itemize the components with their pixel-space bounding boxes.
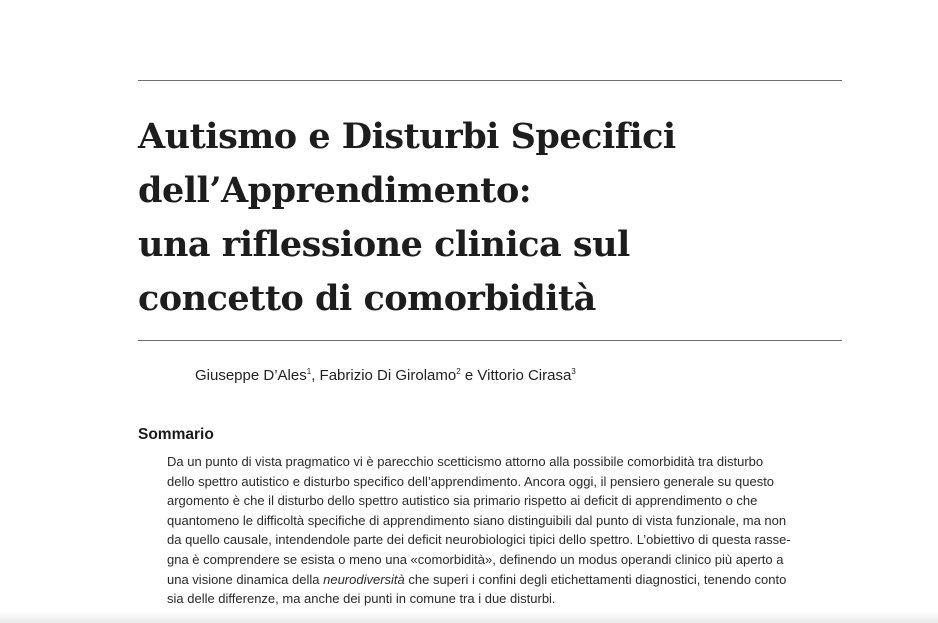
affiliation-mark: 3 (571, 367, 576, 376)
abstract-line: quantomeno le difficoltà specifiche di apprendimento siano distinguibili dal punto di vista funzionale, ma non (167, 512, 787, 528)
title-line: dell’Apprendimento: (138, 170, 532, 211)
author-name: Vittorio Cirasa (477, 367, 572, 384)
author-name: Giuseppe D’Ales (195, 367, 307, 384)
abstract-heading: Sommario (138, 426, 214, 443)
author-separator: e (460, 367, 478, 384)
paper-title (138, 110, 838, 326)
abstract-line (167, 570, 847, 590)
author-separator: , (311, 367, 320, 384)
title-line: concetto di comorbidità (138, 278, 596, 319)
page-bottom-shadow (0, 611, 938, 623)
author-name: Fabrizio Di Girolamo (319, 367, 457, 384)
abstract-text: una visione dinamica della (167, 571, 324, 587)
abstract-italic-term: neurodiversità (323, 571, 405, 587)
title-line: una riflessione clinica sul (138, 224, 630, 265)
abstract-text: che superi i confini degli etichettamenti diagnostici, tenendo conto (404, 571, 787, 587)
abstract-line: sia delle differenze, ma anche dei punti in comune tra i due disturbi. (167, 591, 556, 607)
abstract-line: da quello causale, intendendole parte dei deficit neurobiologici tipici dello spettro. L’obiettivo di questa rasse- (167, 532, 791, 548)
bottom-rule (138, 340, 842, 341)
author-list (195, 366, 576, 386)
abstract-line: Da un punto di vista pragmatico vi è parecchio scetticismo attorno alla possibile comorbidità tra disturbo (167, 454, 764, 469)
affiliation-mark: 1 (306, 367, 312, 376)
abstract-line: gna è comprendere se esista o meno una «comorbidità», definendo un modus operandi clinico più aperto a (167, 551, 784, 567)
abstract-body (167, 452, 847, 609)
affiliation-mark: 2 (456, 367, 461, 376)
top-rule (138, 80, 842, 81)
abstract-line: dello spettro autistico e disturbo specifico dell’apprendimento. Ancora oggi, il pensiero generale su questo (167, 473, 775, 489)
title-line: Autismo e Disturbi Specifici (138, 116, 676, 157)
abstract-line: argomento è che il disturbo dello spettro autistico sia primario rispetto ai deficit di apprendimento o che (167, 493, 758, 509)
